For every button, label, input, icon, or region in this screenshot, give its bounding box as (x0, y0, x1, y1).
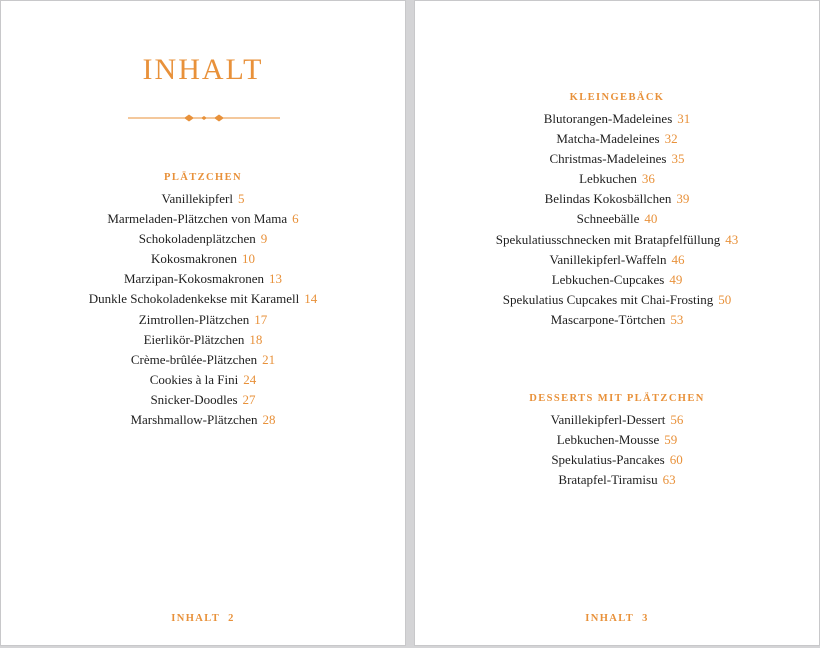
toc-entry-title: Spekulatius-Pancakes (551, 452, 665, 468)
toc-entry[interactable] (1, 209, 405, 229)
toc-entry-page: 53 (670, 311, 684, 327)
toc-entry[interactable] (1, 350, 405, 370)
toc-entry[interactable] (415, 169, 819, 189)
toc-entry[interactable] (1, 229, 405, 249)
toc-entry[interactable] (1, 249, 405, 269)
toc-entry-title: Matcha-Madeleines (556, 131, 660, 147)
page-title: INHALT (142, 53, 264, 86)
toc-entry[interactable] (415, 270, 819, 290)
toc-entry-page: 18 (249, 331, 263, 347)
toc-entry-title: Vanillekipferl (161, 191, 233, 206)
toc-entry[interactable] (1, 310, 405, 330)
section-heading: PLÄTZCHEN (164, 172, 242, 183)
toc-entry-page: 32 (664, 131, 678, 147)
toc-entry-title: Bratapfel-Tiramisu (558, 472, 658, 488)
toc-entry-page: 39 (676, 191, 690, 207)
page-number: 3 (642, 613, 649, 624)
page-footer (1, 613, 405, 624)
toc-entry-title: Marzipan-Kokosmakronen (123, 271, 265, 287)
toc-entry[interactable] (1, 390, 405, 410)
toc-entry-title: Spekulatius Cupcakes mit Chai-Frosting (502, 291, 714, 307)
toc-entry-page: 46 (671, 251, 685, 267)
toc-entry-title: Cookies à la Fini (149, 371, 239, 387)
toc-entry-title: Marmeladen-Plätzchen von Mama (107, 211, 288, 227)
toc-entry-page: 17 (254, 311, 268, 327)
toc-entry-title: Marshmallow-Plätzchen (130, 412, 258, 428)
toc-entry[interactable] (1, 370, 405, 390)
toc-entry-page: 49 (669, 271, 683, 287)
toc-entry-page: 35 (671, 151, 685, 167)
page-footer (415, 613, 819, 624)
toc-entry-title: Kokosmakronen (151, 251, 237, 267)
page-number: 2 (228, 613, 235, 624)
toc-entry[interactable] (415, 290, 819, 310)
toc-entry[interactable] (1, 189, 405, 209)
toc-entry-title: Blutorangen-Madeleines (543, 111, 673, 126)
toc-entry[interactable] (415, 430, 819, 450)
toc-entry[interactable] (415, 250, 819, 270)
toc-entry-page: 56 (670, 412, 684, 427)
toc-entry-title: Mascarpone-Törtchen (550, 311, 666, 327)
toc-entry-page: 5 (237, 191, 245, 206)
section-desserts (415, 391, 819, 490)
toc-entry-title: Vanillekipferl-Waffeln (549, 251, 667, 267)
toc-entry[interactable] (415, 149, 819, 169)
toc-entry-title: Christmas-Madeleines (549, 151, 667, 167)
toc-entry-title: Schokoladenplätzchen (138, 231, 256, 247)
footer-label: INHALT (585, 613, 635, 624)
toc-entry-page: 10 (241, 251, 255, 267)
toc-entry-page: 63 (662, 472, 676, 488)
toc-entry-page: 31 (677, 111, 691, 126)
section-plaetzchen (1, 170, 405, 430)
toc-entry-page: 9 (260, 231, 268, 247)
toc-entry-page: 21 (262, 351, 276, 367)
toc-entry-page: 13 (269, 271, 283, 287)
section-kleingebaeck (415, 90, 819, 330)
toc-entry[interactable] (415, 189, 819, 209)
toc-entry[interactable] (1, 289, 405, 309)
toc-entry[interactable] (415, 410, 819, 430)
toc-entry-title: Dunkle Schokoladenkekse mit Karamell (88, 291, 300, 307)
toc-entry[interactable] (415, 470, 819, 490)
toc-entry-page: 28 (262, 412, 276, 428)
toc-entry-page: 59 (664, 432, 678, 448)
right-page (414, 0, 820, 646)
toc-entry-page: 40 (644, 211, 658, 227)
toc-entry-page: 27 (242, 391, 256, 407)
toc-entry-title: Vanillekipferl-Dessert (550, 412, 666, 427)
toc-entry[interactable] (1, 410, 405, 430)
toc-entry-title: Zimtrollen-Plätzchen (138, 311, 250, 327)
toc-entry-title: Schneebälle (576, 211, 640, 227)
toc-entry-page: 36 (641, 171, 655, 187)
toc-entry[interactable] (415, 209, 819, 229)
toc-entry-page: 50 (718, 291, 732, 307)
toc-entry-page: 24 (243, 371, 257, 387)
toc-entry-title: Spekulatiusschnecken mit Bratapfelfüllung (495, 231, 721, 247)
divider-diamond-ornament-icon (128, 111, 280, 125)
toc-entry[interactable] (415, 230, 819, 250)
toc-entry-title: Lebkuchen-Mousse (556, 432, 660, 448)
toc-entry[interactable] (415, 450, 819, 470)
section-heading: DESSERTS MIT PLÄTZCHEN (529, 393, 705, 404)
toc-entry-title: Lebkuchen-Cupcakes (551, 271, 665, 287)
toc-entry-page: 43 (725, 231, 739, 247)
toc-entry-title: Belindas Kokosbällchen (544, 191, 672, 207)
toc-entry-page: 14 (304, 291, 318, 307)
toc-entry[interactable] (415, 310, 819, 330)
toc-entry[interactable] (415, 129, 819, 149)
section-heading: KLEINGEBÄCK (569, 92, 665, 103)
toc-entry-title: Eierlikör-Plätzchen (143, 331, 245, 347)
toc-entry-page: 60 (669, 452, 683, 468)
toc-entry-page: 6 (292, 211, 299, 227)
toc-entry[interactable] (415, 109, 819, 129)
toc-entry-title: Lebkuchen (579, 171, 637, 187)
toc-entry-title: Crème-brûlée-Plätzchen (130, 351, 258, 367)
footer-label: INHALT (171, 613, 221, 624)
toc-entry[interactable] (1, 269, 405, 289)
toc-entry-title: Snicker-Doodles (150, 391, 238, 407)
toc-entry[interactable] (1, 330, 405, 350)
left-page (0, 0, 406, 646)
